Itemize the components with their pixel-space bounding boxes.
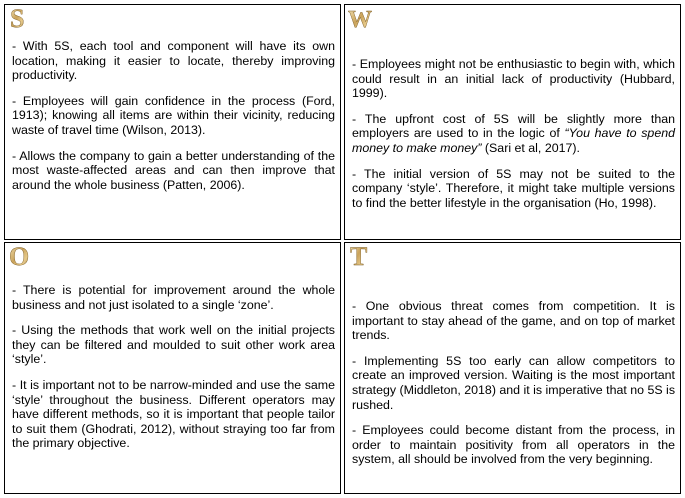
weakness-point-2-quote: “You have to spend money to make money” [352, 126, 675, 155]
svg-text:T: T [350, 243, 368, 269]
threat-point-2: - Implementing 5S too early can allow competitors to create an improved version. Waiting is the most important strategy (Middleton, 2018) and it is imperative that no 5S is rushed. [352, 353, 676, 412]
opportunity-point-3: - It is important not to be narrow-minded and use the same ‘style’ throughout the business. Different operators may have different methods, so it is important that people tailor to suit them (Ghodrati, 2012), without straying too far from the primary objective. [12, 377, 335, 451]
strength-point-3: - Allows the company to gain a better understanding of the most waste-affected areas and can then improve that around the whole business (Patten, 2006). [12, 148, 335, 192]
weakness-point-3: - The initial version of 5S may not be suited to the company ‘style’. Therefore, it might take multiple versions to find the better lifestyle in the organisation (Ho, 1998). [352, 166, 675, 210]
weakness-point-2-text: - The upfront cost of 5S will be slightly more than employers are used to in the logic of [352, 111, 675, 141]
threat-point-3: - Employees could become distant from the process, in order to maintain positivity from all operators in the system, all should be involved from the very beginning. [352, 423, 675, 467]
threats-letter-graphic [348, 243, 374, 269]
opportunities-cell [4, 242, 341, 494]
weaknesses-cell [344, 4, 681, 240]
svg-text:O: O [9, 243, 30, 269]
svg-text:W: W [348, 7, 372, 31]
threats-cell [344, 242, 681, 494]
opportunities-text [12, 283, 335, 462]
strength-point-1: - With 5S, each tool and component will have its own location, making it easier to locate, thereby improving productivity. [12, 39, 335, 83]
opportunities-letter-graphic [8, 243, 34, 269]
strengths-text [12, 39, 335, 203]
swot-grid [4, 4, 681, 494]
strengths-cell [4, 4, 341, 240]
opportunity-point-1: - There is potential for improvement around the whole business and not just isolated to a single ‘zone’. [12, 283, 335, 312]
weaknesses-text [352, 57, 675, 221]
threat-point-1: - One obvious threat comes from competition. It is important to stay ahead of the game, and on top of market trends. [352, 299, 675, 343]
weaknesses-letter-graphic [348, 5, 374, 31]
weakness-point-2-citation: (Sari et al, 2017). [481, 140, 580, 155]
weakness-point-2 [352, 112, 675, 156]
strength-point-2: - Employees will gain confidence in the process (Ford, 1913); knowing all items are within their vicinity, reducing waste of travel time (Wilson, 2013). [12, 93, 335, 137]
threats-text [352, 299, 675, 478]
weakness-point-1: - Employees might not be enthusiastic to begin with, which could result in an initial lack of productivity (Hubbard, 1999). [352, 57, 675, 101]
opportunity-point-2: - Using the methods that work well on the initial projects they can be filtered and moulded to suit other work area ‘style’. [12, 323, 335, 367]
svg-text:S: S [10, 5, 25, 31]
strengths-letter-graphic [8, 5, 34, 31]
